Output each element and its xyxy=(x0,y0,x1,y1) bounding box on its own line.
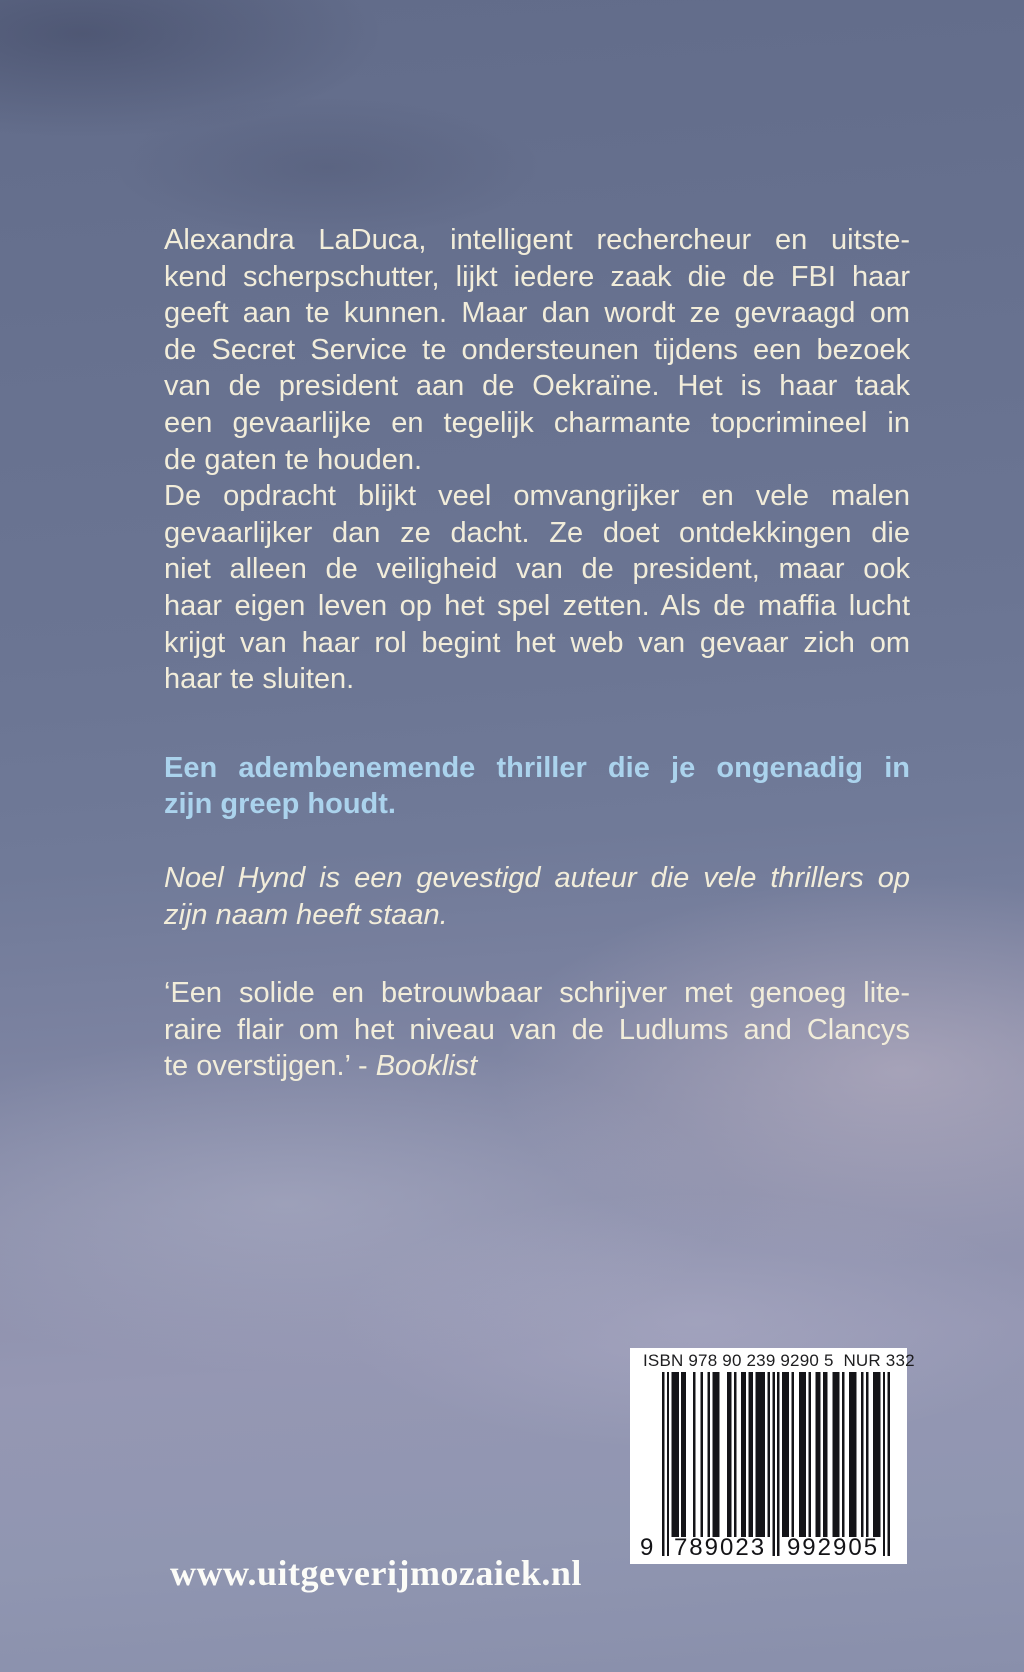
blurb-line: geeft aan te kunnen. Maar dan wordt ze gevraagd om xyxy=(164,297,910,330)
isbn-barcode-panel xyxy=(630,1348,915,1564)
highlight-quote-line: Een adembenemende thriller die je ongenadig in xyxy=(164,751,910,784)
blurb-line: De opdracht blijkt veel omvangrijker en vele malen xyxy=(164,480,910,513)
blurb-line: kend scherpschutter, lijkt iedere zaak die de FBI haar xyxy=(164,260,910,293)
highlight-quote-line: zijn greep houdt. xyxy=(164,788,396,821)
blurb-line: haar eigen leven op het spel zetten. Als de maffia lucht xyxy=(164,589,910,622)
blurb-line: niet alleen de veiligheid van de president, maar ook xyxy=(164,553,910,586)
review-quote-line xyxy=(164,1048,910,1085)
back-cover-text-column xyxy=(164,222,910,1085)
author-note-line: zijn naam heeft staan. xyxy=(164,898,448,931)
review-quote-line: raire flair om het niveau van de Ludlums and Clancys xyxy=(164,1013,910,1046)
review-quote-text: te overstijgen.’ - xyxy=(164,1050,376,1083)
blurb-line: krijgt van haar rol begint het web van gevaar zich om xyxy=(164,626,910,659)
ean-digit-lead: 9 xyxy=(640,1534,654,1561)
review-quote-line: ‘Een solide en betrouwbaar schrijver met genoeg lite- xyxy=(164,977,910,1010)
blurb-line: Alexandra LaDuca, intelligent rechercheur en uitste- xyxy=(164,224,910,256)
ean-digit-group-1: 789023 xyxy=(673,1534,767,1561)
ean-digits xyxy=(630,1534,907,1560)
blurb-line: haar te sluiten. xyxy=(164,663,355,696)
blurb-line: van de president aan de Oekraïne. Het is haar taak xyxy=(164,370,910,403)
blurb-line: een gevaarlijke en tegelijk charmante topcrimineel in xyxy=(164,406,910,439)
blurb-line: de gaten te houden. xyxy=(164,443,423,476)
ean13-barcode-icon xyxy=(662,1372,890,1556)
author-note-line: Noel Hynd is een gevestigd auteur die vele thrillers op xyxy=(164,861,910,894)
publisher-website: www.uitgeverijmozaiek.nl xyxy=(170,1553,582,1593)
ean-digit-group-2: 992905 xyxy=(786,1534,880,1561)
blurb-line: gevaarlijker dan ze dacht. Ze doet ontdekkingen die xyxy=(164,516,910,549)
isbn-label: ISBN 978 90 239 9290 5 NUR 332 xyxy=(643,1351,915,1370)
review-source: Booklist xyxy=(375,1050,478,1083)
blurb-line: de Secret Service te ondersteunen tijdens een bezoek xyxy=(164,333,910,366)
